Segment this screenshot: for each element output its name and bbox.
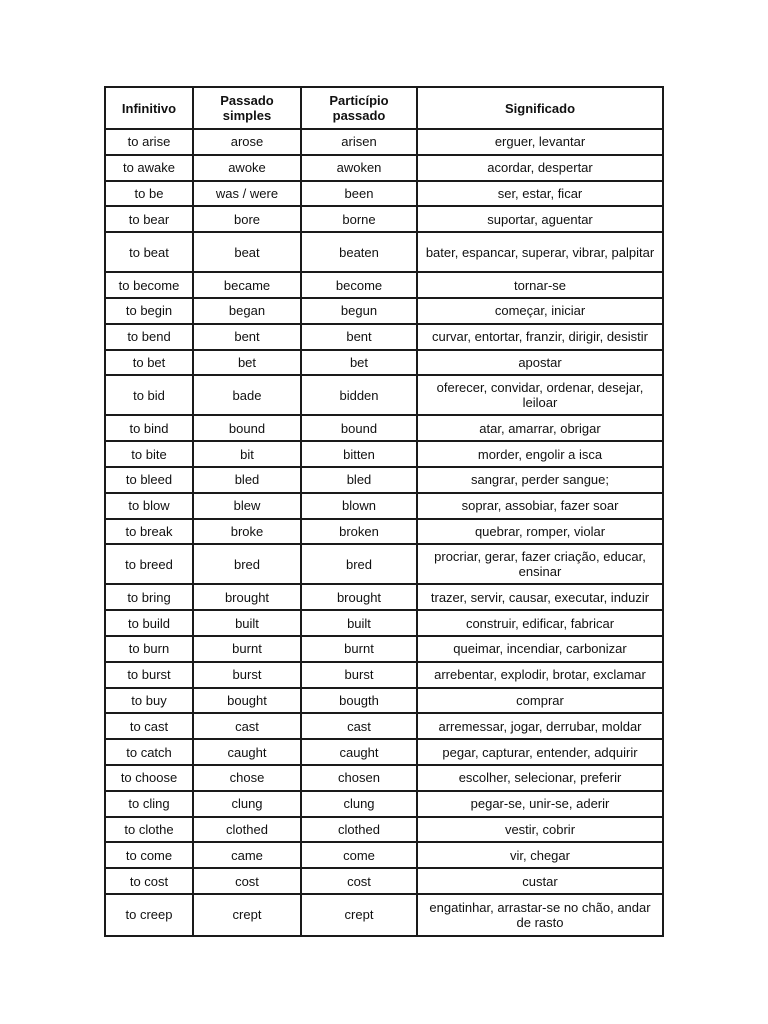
cell-significado: escolher, selecionar, preferir bbox=[418, 766, 662, 792]
table-row bbox=[106, 869, 662, 895]
table-row bbox=[106, 766, 662, 792]
cell-participio-passado: clung bbox=[302, 792, 418, 818]
cell-significado: ser, estar, ficar bbox=[418, 182, 662, 208]
cell-infinitivo: to catch bbox=[106, 740, 194, 766]
cell-infinitivo: to burst bbox=[106, 663, 194, 689]
cell-passado-simples: bet bbox=[194, 351, 302, 377]
table-row bbox=[106, 611, 662, 637]
cell-passado-simples: burst bbox=[194, 663, 302, 689]
table-row bbox=[106, 843, 662, 869]
cell-participio-passado: crept bbox=[302, 895, 418, 935]
cell-infinitivo: to buy bbox=[106, 689, 194, 715]
table-row bbox=[106, 325, 662, 351]
cell-infinitivo: to cling bbox=[106, 792, 194, 818]
cell-infinitivo: to bend bbox=[106, 325, 194, 351]
cell-significado: começar, iniciar bbox=[418, 299, 662, 325]
cell-significado: bater, espancar, superar, vibrar, palpitar bbox=[418, 233, 662, 273]
cell-passado-simples: bit bbox=[194, 442, 302, 468]
cell-participio-passado: arisen bbox=[302, 130, 418, 156]
cell-passado-simples: arose bbox=[194, 130, 302, 156]
cell-passado-simples: clung bbox=[194, 792, 302, 818]
cell-participio-passado: bidden bbox=[302, 376, 418, 416]
cell-infinitivo: to arise bbox=[106, 130, 194, 156]
table-row bbox=[106, 637, 662, 663]
cell-significado: queimar, incendiar, carbonizar bbox=[418, 637, 662, 663]
table-row bbox=[106, 663, 662, 689]
cell-significado: oferecer, convidar, ordenar, desejar, leiloar bbox=[418, 376, 662, 416]
table-row bbox=[106, 130, 662, 156]
cell-participio-passado: cost bbox=[302, 869, 418, 895]
cell-significado: custar bbox=[418, 869, 662, 895]
cell-infinitivo: to beat bbox=[106, 233, 194, 273]
cell-passado-simples: blew bbox=[194, 494, 302, 520]
table-row bbox=[106, 895, 662, 935]
cell-infinitivo: to creep bbox=[106, 895, 194, 935]
table-row bbox=[106, 156, 662, 182]
cell-infinitivo: to be bbox=[106, 182, 194, 208]
cell-infinitivo: to burn bbox=[106, 637, 194, 663]
cell-significado: construir, edificar, fabricar bbox=[418, 611, 662, 637]
cell-significado: curvar, entortar, franzir, dirigir, desistir bbox=[418, 325, 662, 351]
table-row bbox=[106, 545, 662, 585]
cell-participio-passado: become bbox=[302, 273, 418, 299]
table-row bbox=[106, 351, 662, 377]
cell-passado-simples: chose bbox=[194, 766, 302, 792]
cell-significado: soprar, assobiar, fazer soar bbox=[418, 494, 662, 520]
cell-participio-passado: bet bbox=[302, 351, 418, 377]
cell-significado: tornar-se bbox=[418, 273, 662, 299]
table-row bbox=[106, 792, 662, 818]
cell-infinitivo: to break bbox=[106, 520, 194, 546]
cell-significado: vestir, cobrir bbox=[418, 818, 662, 844]
cell-participio-passado: broken bbox=[302, 520, 418, 546]
table-body bbox=[106, 130, 662, 935]
table-row bbox=[106, 442, 662, 468]
table-row bbox=[106, 376, 662, 416]
header-row bbox=[106, 88, 662, 130]
cell-passado-simples: broke bbox=[194, 520, 302, 546]
table-row bbox=[106, 714, 662, 740]
cell-participio-passado: bougth bbox=[302, 689, 418, 715]
table-row bbox=[106, 494, 662, 520]
cell-passado-simples: bade bbox=[194, 376, 302, 416]
cell-infinitivo: to bear bbox=[106, 207, 194, 233]
cell-participio-passado: cast bbox=[302, 714, 418, 740]
cell-infinitivo: to clothe bbox=[106, 818, 194, 844]
cell-passado-simples: cost bbox=[194, 869, 302, 895]
cell-infinitivo: to bind bbox=[106, 416, 194, 442]
cell-significado: atar, amarrar, obrigar bbox=[418, 416, 662, 442]
table-row bbox=[106, 182, 662, 208]
cell-participio-passado: borne bbox=[302, 207, 418, 233]
cell-passado-simples: burnt bbox=[194, 637, 302, 663]
header-significado: Significado bbox=[418, 88, 662, 130]
cell-significado: sangrar, perder sangue; bbox=[418, 468, 662, 494]
cell-participio-passado: bitten bbox=[302, 442, 418, 468]
table-row bbox=[106, 273, 662, 299]
cell-infinitivo: to bring bbox=[106, 585, 194, 611]
cell-participio-passado: beaten bbox=[302, 233, 418, 273]
cell-passado-simples: bled bbox=[194, 468, 302, 494]
table-row bbox=[106, 233, 662, 273]
cell-significado: pegar-se, unir-se, aderir bbox=[418, 792, 662, 818]
cell-significado: morder, engolir a isca bbox=[418, 442, 662, 468]
table-row bbox=[106, 818, 662, 844]
cell-infinitivo: to cost bbox=[106, 869, 194, 895]
cell-passado-simples: cast bbox=[194, 714, 302, 740]
cell-participio-passado: built bbox=[302, 611, 418, 637]
cell-participio-passado: bound bbox=[302, 416, 418, 442]
cell-significado: vir, chegar bbox=[418, 843, 662, 869]
table-row bbox=[106, 740, 662, 766]
cell-passado-simples: caught bbox=[194, 740, 302, 766]
cell-significado: pegar, capturar, entender, adquirir bbox=[418, 740, 662, 766]
cell-significado: quebrar, romper, violar bbox=[418, 520, 662, 546]
cell-participio-passado: come bbox=[302, 843, 418, 869]
cell-infinitivo: to begin bbox=[106, 299, 194, 325]
cell-infinitivo: to blow bbox=[106, 494, 194, 520]
cell-significado: suportar, aguentar bbox=[418, 207, 662, 233]
cell-participio-passado: caught bbox=[302, 740, 418, 766]
cell-significado: erguer, levantar bbox=[418, 130, 662, 156]
table-row bbox=[106, 689, 662, 715]
cell-participio-passado: bled bbox=[302, 468, 418, 494]
cell-infinitivo: to bleed bbox=[106, 468, 194, 494]
table-header bbox=[106, 88, 662, 130]
cell-passado-simples: bore bbox=[194, 207, 302, 233]
cell-passado-simples: beat bbox=[194, 233, 302, 273]
cell-significado: arrebentar, explodir, brotar, exclamar bbox=[418, 663, 662, 689]
cell-participio-passado: bent bbox=[302, 325, 418, 351]
cell-infinitivo: to choose bbox=[106, 766, 194, 792]
header-infinitivo: Infinitivo bbox=[106, 88, 194, 130]
cell-passado-simples: bent bbox=[194, 325, 302, 351]
cell-participio-passado: awoken bbox=[302, 156, 418, 182]
cell-participio-passado: been bbox=[302, 182, 418, 208]
cell-participio-passado: brought bbox=[302, 585, 418, 611]
header-participio-passado: Particípio passado bbox=[302, 88, 418, 130]
cell-participio-passado: burst bbox=[302, 663, 418, 689]
cell-participio-passado: chosen bbox=[302, 766, 418, 792]
cell-infinitivo: to build bbox=[106, 611, 194, 637]
cell-significado: acordar, despertar bbox=[418, 156, 662, 182]
cell-infinitivo: to breed bbox=[106, 545, 194, 585]
header-passado-simples: Passado simples bbox=[194, 88, 302, 130]
cell-infinitivo: to awake bbox=[106, 156, 194, 182]
cell-passado-simples: became bbox=[194, 273, 302, 299]
cell-participio-passado: blown bbox=[302, 494, 418, 520]
table-row bbox=[106, 299, 662, 325]
cell-significado: arremessar, jogar, derrubar, moldar bbox=[418, 714, 662, 740]
verb-table bbox=[104, 86, 664, 937]
cell-passado-simples: bound bbox=[194, 416, 302, 442]
table-row bbox=[106, 468, 662, 494]
cell-infinitivo: to come bbox=[106, 843, 194, 869]
cell-significado: comprar bbox=[418, 689, 662, 715]
cell-participio-passado: burnt bbox=[302, 637, 418, 663]
table-row bbox=[106, 207, 662, 233]
cell-passado-simples: was / were bbox=[194, 182, 302, 208]
cell-participio-passado: bred bbox=[302, 545, 418, 585]
cell-passado-simples: came bbox=[194, 843, 302, 869]
table-row bbox=[106, 416, 662, 442]
cell-significado: procriar, gerar, fazer criação, educar, ensinar bbox=[418, 545, 662, 585]
cell-passado-simples: built bbox=[194, 611, 302, 637]
table-row bbox=[106, 585, 662, 611]
cell-passado-simples: awoke bbox=[194, 156, 302, 182]
cell-significado: apostar bbox=[418, 351, 662, 377]
cell-passado-simples: began bbox=[194, 299, 302, 325]
cell-participio-passado: clothed bbox=[302, 818, 418, 844]
cell-infinitivo: to cast bbox=[106, 714, 194, 740]
cell-significado: engatinhar, arrastar-se no chão, andar de rasto bbox=[429, 899, 651, 930]
cell-infinitivo: to bet bbox=[106, 351, 194, 377]
cell-participio-passado: begun bbox=[302, 299, 418, 325]
table-row bbox=[106, 520, 662, 546]
cell-infinitivo: to become bbox=[106, 273, 194, 299]
cell-significado: trazer, servir, causar, executar, induzir bbox=[418, 585, 662, 611]
cell-passado-simples: clothed bbox=[194, 818, 302, 844]
cell-infinitivo: to bite bbox=[106, 442, 194, 468]
cell-passado-simples: bought bbox=[194, 689, 302, 715]
cell-passado-simples: bred bbox=[194, 545, 302, 585]
cell-passado-simples: brought bbox=[194, 585, 302, 611]
cell-infinitivo: to bid bbox=[106, 376, 194, 416]
cell-passado-simples: crept bbox=[194, 895, 302, 935]
